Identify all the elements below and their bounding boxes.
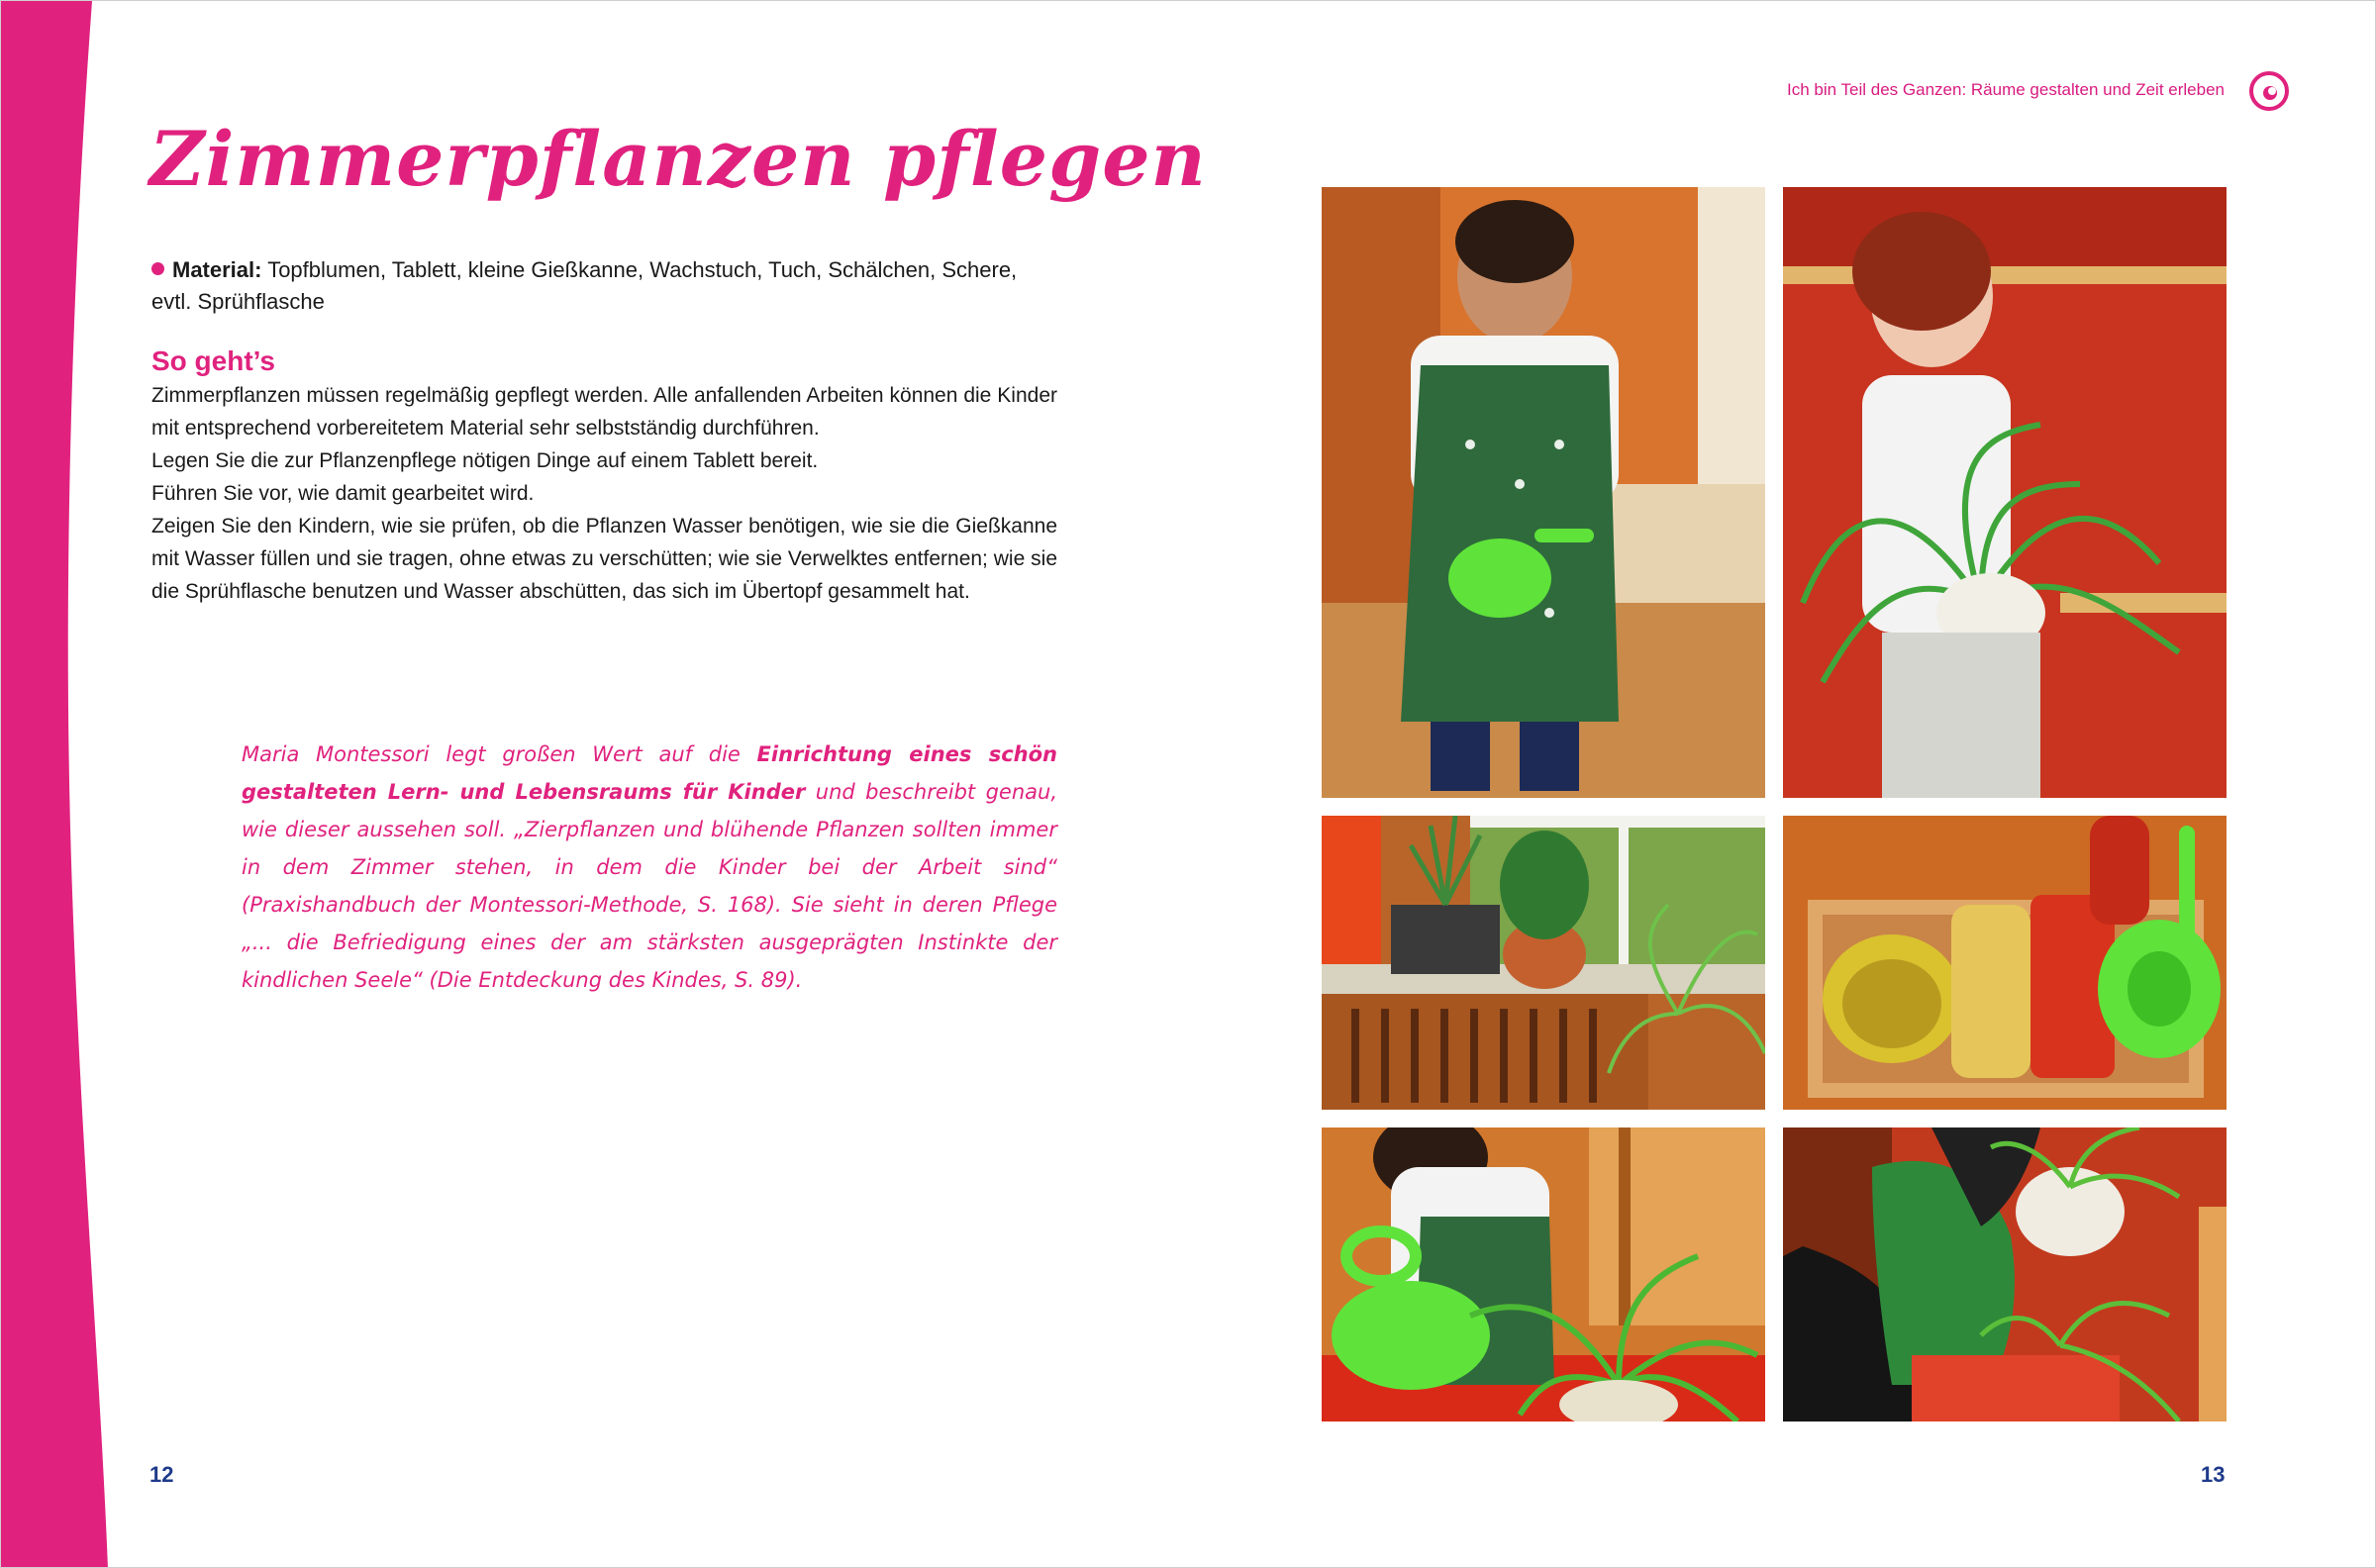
quote-emphasis: Einrichtung eines schön gestalteten Lern- und Lebensraums für Kinder — [242, 742, 1057, 804]
material-label: Material: — [172, 257, 262, 282]
magenta-edge-stripe — [1, 1, 140, 1568]
paragraph: Zimmerpflanzen müssen regelmäßig gepflegt werden. Alle anfallenden Arbeiten können die Kinder mit entsprechend vorbereitetem Material sehr selbstständig durchführen. — [151, 384, 1057, 440]
photo-boy-watering-plant — [1322, 1127, 1765, 1421]
chapter-ring-icon — [2248, 70, 2290, 112]
page-number-right: 13 — [2201, 1462, 2226, 1487]
section-heading: So geht’s — [151, 345, 275, 376]
photo-plant-care-tray — [1783, 816, 2227, 1110]
page-title: Zimmerpflanzen pflegen — [149, 115, 1207, 203]
running-head: Ich bin Teil des Ganzen: Räume gestalten und Zeit erleben — [1787, 80, 2225, 99]
material-text: Topfblumen, Tablett, kleine Gießkanne, Wachstuch, Tuch, Schälchen, Schere, evtl. Sprühflasche — [151, 257, 1018, 314]
quote-rest: und beschreibt genau, wie dieser aussehen soll. „Zierpflanzen und blühende Pflanzen sollten immer in dem Zimmer stehen, in dem die Kinder bei der Arbeit sind“ (Praxishandbuch der Montessori-Methode, S. 168). Sie sieht in deren Pflege „... die Befriedigung eines der am stärksten ausgeprägten Instinkte der kindlichen Seele“ (Die Entdeckung des Kindes, S. 89). — [242, 780, 1057, 992]
paragraph: Zeigen Sie den Kindern, wie sie prüfen, ob die Pflanzen Wasser benötigen, wie sie die Gießkanne mit Wasser füllen und sie tragen, ohne etwas zu verschütten; wie sie Verwelktes entfernen; wie sie die Sprühflasche benutzen und Wasser abschütten, das sich im Übertopf gesammelt hat. — [151, 515, 1057, 603]
instructions-text — [151, 379, 1057, 608]
material-list — [151, 254, 1057, 318]
photo-boy-with-watering-can — [1322, 187, 1765, 798]
page-number-left: 12 — [149, 1462, 174, 1487]
bullet-dot-icon — [151, 262, 164, 275]
photo-girl-with-spider-plant — [1783, 187, 2227, 798]
quote-intro: Maria Montessori legt großen Wert auf die — [242, 742, 757, 766]
photo-windowsill-plants — [1322, 816, 1765, 1110]
paragraph: Führen Sie vor, wie damit gearbeitet wird. — [151, 482, 535, 505]
photo-girl-repotting — [1783, 1127, 2227, 1421]
paragraph: Legen Sie die zur Pflanzenpflege nötigen Dinge auf einem Tablett bereit. — [151, 449, 819, 472]
montessori-quote — [242, 735, 1057, 999]
